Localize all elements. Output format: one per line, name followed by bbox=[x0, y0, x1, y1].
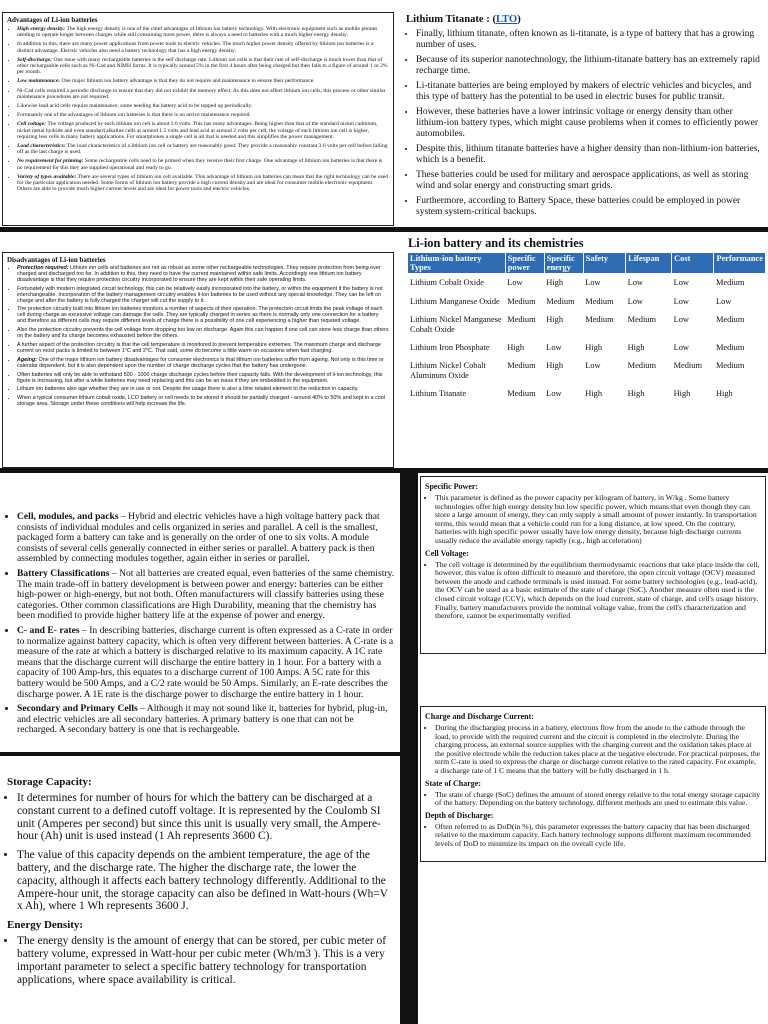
cell-voltage-title: Cell Voltage: bbox=[425, 548, 469, 558]
list-item: • The cell voltage is determined by the equilibrium thermodynamic reactions that take place inside the cell, however, this value is often difficult to measure and therefore, the open circuit voltage (OCV) measured between the anode and cathode terminals is used instead. For some battery technologies (e.g., lead-acid), the OCV can be used as a basic estimate of the state of charge (SoC). Another measure often used is the closed circuit voltage (CCV), which depends on the load current, state of charge, and cell's usage history. Finally, battery manufacturers provide the nominal voltage value, from the cell's characterization and therefore, cannot be experimentally verified bbox=[435, 561, 761, 621]
item-text: The voltage produced by each lithium ion cell is about 3.6 volts. This has many advantages. Being higher than that of the standard nickel cadmium, nickel metal hydride and even standard alkaline cells at around 1.5 volts and lead acid at around 2 volts per cell, the voltage of each lithium ion cell is higher, requiring less cells in many battery applications. For smartphones a single cell is all that is needed and this simplifies the power management. bbox=[17, 121, 378, 140]
table-cell: Medium bbox=[507, 315, 536, 325]
item-text: One major lithium ion battery advantage is that they do not require and maintenance to ensure their performance. bbox=[60, 78, 315, 85]
table-row bbox=[408, 384, 766, 402]
item-lead: Battery Classifications bbox=[17, 567, 110, 579]
table-header-cell: Safety bbox=[583, 253, 625, 273]
list-item bbox=[17, 626, 395, 700]
table-cell: Low bbox=[673, 278, 689, 288]
list-item bbox=[17, 396, 389, 408]
charge-discharge-title: Charge and Discharge Current: bbox=[425, 712, 534, 721]
item-lead: C- and E- rates bbox=[17, 624, 80, 636]
table-header-cell: Lifespan bbox=[626, 253, 672, 273]
separator-band bbox=[0, 468, 768, 473]
table-cell: Low bbox=[715, 296, 732, 306]
list-item bbox=[17, 143, 389, 155]
list-item bbox=[17, 387, 389, 393]
item-lead: Secondary and Primary Cells bbox=[17, 703, 138, 715]
table-cell: Low bbox=[585, 361, 601, 371]
table-cell: Medium bbox=[507, 361, 536, 371]
item-lead: Ageing: bbox=[17, 356, 38, 363]
item-text: Often batteries will only be able to withstand 500 - 1000 charge discharge cycles before their capacity falls. With the development of li-ion technology, this figure is increasing, but after a while batteries may need replacing and this can be an issue if they are embedded in the equipment. bbox=[17, 371, 383, 384]
list-item bbox=[17, 78, 389, 84]
item-text: When a typical consumer lithium cobalt oxide, LCO battery or cell needs to be stored it should be partially charged - around 40% to 50% and kept in a cool storage area. Storage under these conditions will help increase the life. bbox=[17, 395, 385, 408]
item-text: – Although it may not sound like it, batteries for hybrid, plug-in, and electric vehicles are all secondary batteries. A primary battery is one that can not be recharged. A secondary battery is one that is rechargeable. bbox=[17, 703, 388, 736]
list-item: • Finally, lithium titanate, often known as li-titanate, is a type of battery that has a growing number of uses. bbox=[416, 29, 762, 51]
specific-power-title: Specific Power: bbox=[425, 482, 479, 491]
titanate-list bbox=[406, 29, 762, 218]
item-text: The protection circuitry built into lithium ion batteries monitors a number of aspects of their operation. The protection circuit limits the peak voltage of each cell during charge as excessive voltage can damage the cells. They are typically charged in series as there is normally only one connection for a battery and therefore as different cells may require different levels of charge there is a possibility of one cell experiencing a higher than required voltage. bbox=[17, 306, 383, 325]
separator-band bbox=[0, 752, 400, 756]
list-item bbox=[17, 158, 389, 170]
table-cell: Medium bbox=[627, 315, 657, 325]
table-row bbox=[408, 338, 766, 356]
item-text: One of the major lithium ion battery disadvantages for consumer electronics is that lithium ion batteries suffer from ageing. Not only is this time or calendar dependent, but it is also dependent upon the number of charge discharge cycles that the battery has undergone. bbox=[17, 356, 384, 369]
list-item: • This parameter is defined as the power capacity per kilogram of battery, in W/kg . Some battery technologies offer high energy density but low specific power, which means that even though they can store a large amount of energy, they can only supply a small amount of power instantly. In transportation terms, this would mean that a vehicle could run for a long distance, at low speed. On the contrary, batteries with high specific power usually have low energy density, because high discharge currents usually reduce the available energy rapidly (e.g., high acceleration) bbox=[435, 494, 761, 546]
item-lead: Load characteristics: bbox=[17, 143, 66, 150]
list-item: • The state of charge (SoC) defines the amount of stored energy relative to the total energy storage capacity of the battery. Depending on the battery technology, different methods are used to estimate this value. bbox=[435, 791, 761, 808]
item-text: Fortunately with modern integrated circuit technology, this can be relatively easily incorporated into the battery, or within the equipment if the battery is not interchangeable. Incorporation of the battery management circuitry enables li-ion batteries to be used without any special knowledge. They can be left on charge and after the battery is fully charged the charger will cut the supply to it. bbox=[17, 285, 383, 304]
table-cell: Medium bbox=[715, 361, 745, 371]
chemistry-table bbox=[408, 253, 766, 403]
table-cell: High bbox=[546, 278, 563, 288]
list-item bbox=[17, 112, 389, 118]
lto-link[interactable]: LTO bbox=[495, 14, 518, 25]
charge-discharge-list bbox=[425, 724, 761, 776]
item-lead: Protection required: bbox=[17, 265, 69, 271]
list-item: • It determines for number of hours for which the battery can be discharged at a constant current to a defined cutoff voltage. It is represented by the Coulomb SI unit (Amperes per second) but since this unit is usually very small, the Ampere-hour (Ah) unit is used instead (1 Ah represents 3600 C). bbox=[17, 792, 395, 843]
item-lead: High energy density: bbox=[17, 26, 66, 32]
item-lead: Self-discharge: bbox=[17, 56, 53, 63]
titanate-title-text: Lithium Titanate : bbox=[406, 14, 493, 25]
table-cell: Medium bbox=[585, 296, 614, 306]
table-header-cell: Cost bbox=[672, 253, 714, 273]
table-cell: Medium bbox=[546, 296, 575, 306]
table-cell: High bbox=[627, 389, 645, 399]
item-text: One issue with many rechargeable batteries is the self discharge rate. Lithium ion cells is that their rate of self-discharge is much lower than that of other rechargeable cells such as Ni-Cad and NiMH forms. It is typically around 5% in the first 4 hours after being charged but then falls to a figure of around 1 or 2% per month. bbox=[17, 56, 388, 76]
list-item bbox=[17, 57, 389, 76]
list-item: • The value of this capacity depends on the ambient temperature, the age of the battery, and the discharge rate. The higher the discharge rate, the lower the capacity, although it affects each battery technology differently. Additional to the Ampere-hour unit, the storage capacity can also be defined in Watt-hours (Wh=V x Ah), where 1 Wh represents 3600 J. bbox=[17, 849, 395, 913]
list-item bbox=[17, 103, 389, 109]
list-item bbox=[17, 569, 395, 622]
charge-panel bbox=[420, 706, 766, 862]
item-text: Likewise lead acid cells require maintenance, some needing the battery acid to be topped up periodically. bbox=[17, 103, 253, 110]
list-item bbox=[17, 328, 389, 340]
depth-of-discharge-list bbox=[425, 823, 761, 849]
table-cell: Low bbox=[673, 315, 689, 325]
table-cell: Low bbox=[546, 343, 562, 353]
list-item: • During the discharging process in a battery, electrons flow from the anode to the cathode through the load, to provide with the required current and the circuit is completed in the electrolyte. During the charging process, an external source supplies with the charging current and the oxidation takes place at the positive electrode while the reduction takes place at the negative electrode. For practical purposes, the term C-rate is used to express the charge or discharge current relative to the rated capacity. For example, a discharge rate of 1 C means that the battery will be fully discharged in 1 h. bbox=[435, 724, 761, 776]
list-item: • Because of its superior nanotechnology, the lithium-titanate battery has an extremely rapid recharge time. bbox=[416, 55, 762, 77]
item-lead: No requirement for priming: bbox=[17, 158, 84, 165]
storage-capacity-title: Storage Capacity: bbox=[7, 776, 92, 788]
table-cell: Medium bbox=[673, 361, 702, 371]
table-cell: Low bbox=[673, 343, 689, 353]
list-item bbox=[17, 88, 389, 100]
item-lead: Variety of types available: bbox=[17, 173, 77, 180]
table-cell: Medium bbox=[585, 315, 614, 325]
table-cell: High bbox=[507, 343, 524, 353]
table-cell: Lithium Nickel Cobalt Aluminum Oxide bbox=[410, 361, 486, 380]
list-item bbox=[17, 26, 389, 38]
table-cell: Medium bbox=[507, 296, 536, 306]
item-lead: Cell voltage: bbox=[17, 121, 47, 128]
list-item bbox=[17, 358, 389, 370]
list-item bbox=[17, 174, 389, 193]
table-cell: Medium bbox=[715, 315, 745, 325]
table-cell: High bbox=[546, 315, 563, 325]
table-cell: Low bbox=[673, 296, 689, 306]
item-text: Fortunately one of the advantages of lithium ion batteries is that there is no active maintenance required. bbox=[17, 112, 251, 119]
table-cell: High bbox=[673, 389, 691, 399]
energy-density-list bbox=[7, 935, 395, 986]
state-of-charge-list bbox=[425, 791, 761, 808]
chemistry-table-panel bbox=[406, 236, 768, 462]
table-cell: Medium bbox=[627, 361, 657, 371]
table-cell: Medium bbox=[715, 343, 745, 353]
list-item bbox=[17, 266, 389, 284]
item-text: – Not all batteries are created equal, even batteries of the same chemistry. The main trade-off in battery development is between power and energy: batteries can be either high-power or high-energy, but not both. Often manufacturers will classify batteries using these categories. Other common classifications are High Durability, meaning that the chemistry has been modified to provide higher battery life at the expense of power and energy. bbox=[17, 567, 395, 622]
item-text: – Hybrid and electric vehicles have a high voltage battery pack that consists of individual modules and cells organized in series and parallel. A cell is the smallest, packaged form a battery can take and is generally on the order of one to six volts. A module consists of several cells generally connected in either series or parallel. A battery pack is then assembled by connecting modules together, again either in series or parallel. bbox=[17, 512, 380, 565]
item-lead: Cell, modules, and packs bbox=[17, 512, 119, 522]
table-cell: High bbox=[715, 389, 733, 399]
energy-density-title: Energy Density: bbox=[7, 919, 84, 932]
table-header-cell: Performance bbox=[714, 253, 766, 273]
list-item: • However, these batteries have a lower intrinsic voltage or energy density than other lithium-ion battery types, which might cause problems when it comes to efficiently power automobiles. bbox=[416, 107, 762, 140]
table-cell: Lithium Nickel Manganese Cobalt Oxide bbox=[410, 315, 502, 334]
table-cell: Medium bbox=[715, 278, 745, 288]
advantages-panel bbox=[2, 12, 394, 226]
cell-voltage-list bbox=[425, 561, 761, 621]
item-text: Lithium ion batteries also age whether they are in use or not. Despite the usage there is also a time related element to the reduction in capacity. bbox=[17, 386, 359, 393]
table-cell: Lithium Cobalt Oxide bbox=[410, 278, 484, 288]
item-text: There are several types of lithium ion cell available. This advantage of lithium ion batteries can mean that the right technology can be used for the particular application needed. Some forms of lithium ion battery provide a high current density and are ideal for consumer mobile electronic equipment. Others are able to provide much higher current levels and are ideal for power tools and electric vehicles. bbox=[17, 173, 389, 193]
separator-band bbox=[400, 473, 418, 1024]
table-header-cell: Lithium-ion battery Types bbox=[408, 253, 505, 273]
table-header-cell: Specific energy bbox=[544, 253, 583, 273]
advantages-list bbox=[7, 26, 389, 192]
titanate-title: Lithium Titanate : (LTO) bbox=[406, 14, 521, 25]
disadvantages-list bbox=[7, 266, 389, 408]
table-cell: High bbox=[546, 361, 563, 371]
list-item bbox=[17, 343, 389, 355]
list-item: • Furthermore, according to Battery Space, these batteries could be employed in power system system-critical backups. bbox=[416, 196, 762, 218]
table-row bbox=[408, 356, 766, 384]
titanate-panel bbox=[402, 12, 766, 227]
list-item: • These batteries could be used for military and aerospace applications, as well as storing wind and solar energy and constructing smart grids. bbox=[416, 170, 762, 192]
item-text: Some rechargeable cells need to be primed when they receive their first charge. One advantage of lithium ion batteries is that there is no requirement for this they are supplied operational and ready to go. bbox=[17, 158, 383, 171]
table-cell: Low bbox=[507, 278, 523, 288]
table-cell: Medium bbox=[507, 389, 536, 399]
table-cell: Lithium Titanate bbox=[410, 389, 467, 399]
item-text: The high energy density is one of the chief advantages of lithium ion battery technology. With electronic equipment such as mobile phones needing to operate longer between charges while still consuming more power, there is always a need to batteries with a much higher energy density. bbox=[17, 26, 378, 39]
depth-of-discharge-title: Depth of Discharge: bbox=[425, 810, 494, 820]
table-row bbox=[408, 310, 766, 338]
item-lead: Low maintenance: bbox=[17, 78, 61, 85]
state-of-charge-title: State of Charge: bbox=[425, 778, 481, 788]
item-text: Also the protection circuitry prevents the cell voltage from dropping too low on discharge. Again this can happen if one cell can store less charge than others on the battery and its charge becomes exhausted before the others. bbox=[17, 327, 389, 340]
item-text: Lithium ion cells and batteries are not as robust as some other rechargeable technologies. They require protection from being over charged and discharged too far. In addition to this, they need to have the current maintained within safe limits. Accordingly one lithium ion battery disadvantage is that they require protection circuitry incorporated to ensure they are kept within their safe operating limits. bbox=[17, 265, 381, 283]
disadvantages-title: Disadvantages of Li-ion batteries bbox=[7, 256, 106, 264]
table-cell: Low bbox=[627, 278, 643, 288]
table-cell: Lithium Iron Phosphate bbox=[410, 343, 490, 353]
table-header-row bbox=[408, 253, 766, 273]
list-item bbox=[17, 41, 389, 53]
disadvantages-panel bbox=[2, 252, 394, 468]
table-cell: Lithium Manganese Oxide bbox=[410, 296, 500, 306]
list-item: • Despite this, lithium titanate batteries have a higher density than non-lithium-ion batteries, which is a benefit. bbox=[416, 144, 762, 166]
table-cell: Low bbox=[546, 389, 562, 399]
table-cell: Low bbox=[585, 278, 601, 288]
chemistry-table-title: Li-ion battery and its chemistries bbox=[408, 236, 584, 250]
table-cell: Low bbox=[627, 296, 643, 306]
list-item: • The energy density is the amount of energy that can be stored, per cubic meter of battery volume, expressed in Watt-hour per cubic meter (Wh/m3 ). This is a very important parameter to select a specific battery technology for transportation applications, where space availability is critical. bbox=[17, 935, 395, 986]
list-item: • Li-titanate batteries are being employed by makers of electric vehicles and bicycles, and this type of battery has the potential to be used in electric buses for public transit. bbox=[416, 81, 762, 103]
advantages-title: Advantages of Li-ion batteries bbox=[7, 16, 98, 24]
cells-list bbox=[7, 512, 395, 736]
item-text: – In describing batteries, discharge current is often expressed as a C-rate in order to normalize against battery capacity, which is often very different between batteries. A C-rate is a measure of the rate at which a battery is discharged relative to its maximum capacity. A 1C rate means that the discharge current will discharge the entire battery in 1 hour. For a battery with a capacity of 100 Amp-hrs, this equates to a discharge current of 100 Amps. A 5C rate for this battery would be 500 Amps, and a C/2 rate would be 50 Amps. Similarly, an E-rate describes the discharge power. A 1E rate is the discharge power to discharge the entire battery in 1 hour. bbox=[17, 624, 394, 700]
separator-band bbox=[0, 227, 768, 232]
specific-power-list bbox=[425, 494, 761, 546]
table-cell: High bbox=[585, 343, 602, 353]
storage-panel bbox=[4, 776, 398, 1022]
table-header-cell: Specific power bbox=[505, 253, 544, 273]
list-item bbox=[17, 121, 389, 140]
table-cell: High bbox=[627, 343, 645, 353]
item-text: Ni-Cad cells required a periodic discharge to ensure that they did not exhibit the memory effect. As this does not affect lithium ion cells, this process or other similar maintenance procedures are not required. bbox=[17, 87, 386, 100]
cells-panel bbox=[4, 512, 398, 748]
list-item bbox=[17, 512, 395, 565]
list-item bbox=[17, 287, 389, 305]
list-item bbox=[17, 307, 389, 325]
list-item bbox=[17, 704, 395, 736]
table-row bbox=[408, 273, 766, 291]
item-text: A further aspect of the protection circuitry is that the cell temperature is monitored to prevent temperature extremes. The maximum charge and discharge current on most packs is limited to between 1°C and 2°C. That said, some do become a little warm on occasions when fast charging. bbox=[17, 341, 381, 354]
item-text: In addition to this, there are many power applications from power tools to electric vehicles. The much higher power density offered by lithium ion batteries is a distinct advantage. Electric vehicles also need a battery technology that has a high energy density. bbox=[17, 41, 374, 54]
storage-capacity-list bbox=[7, 792, 395, 913]
table-row bbox=[408, 292, 766, 310]
list-item: • Often referred to as DoD(in %), this parameter expresses the battery capacity that has been discharged relative to the maximum capacity. Each battery technology supports different maximum recommended levels of DoD to minimize its impact on the overall cycle life. bbox=[435, 823, 761, 849]
list-item bbox=[17, 373, 389, 385]
power-voltage-panel bbox=[420, 476, 766, 654]
table-cell: High bbox=[585, 389, 602, 399]
item-text: The load characteristics of a lithium ion cell or battery are reasonably good. They provide a reasonably constant 3.6 volts per cell before falling off as the last charge is used. bbox=[17, 143, 388, 156]
